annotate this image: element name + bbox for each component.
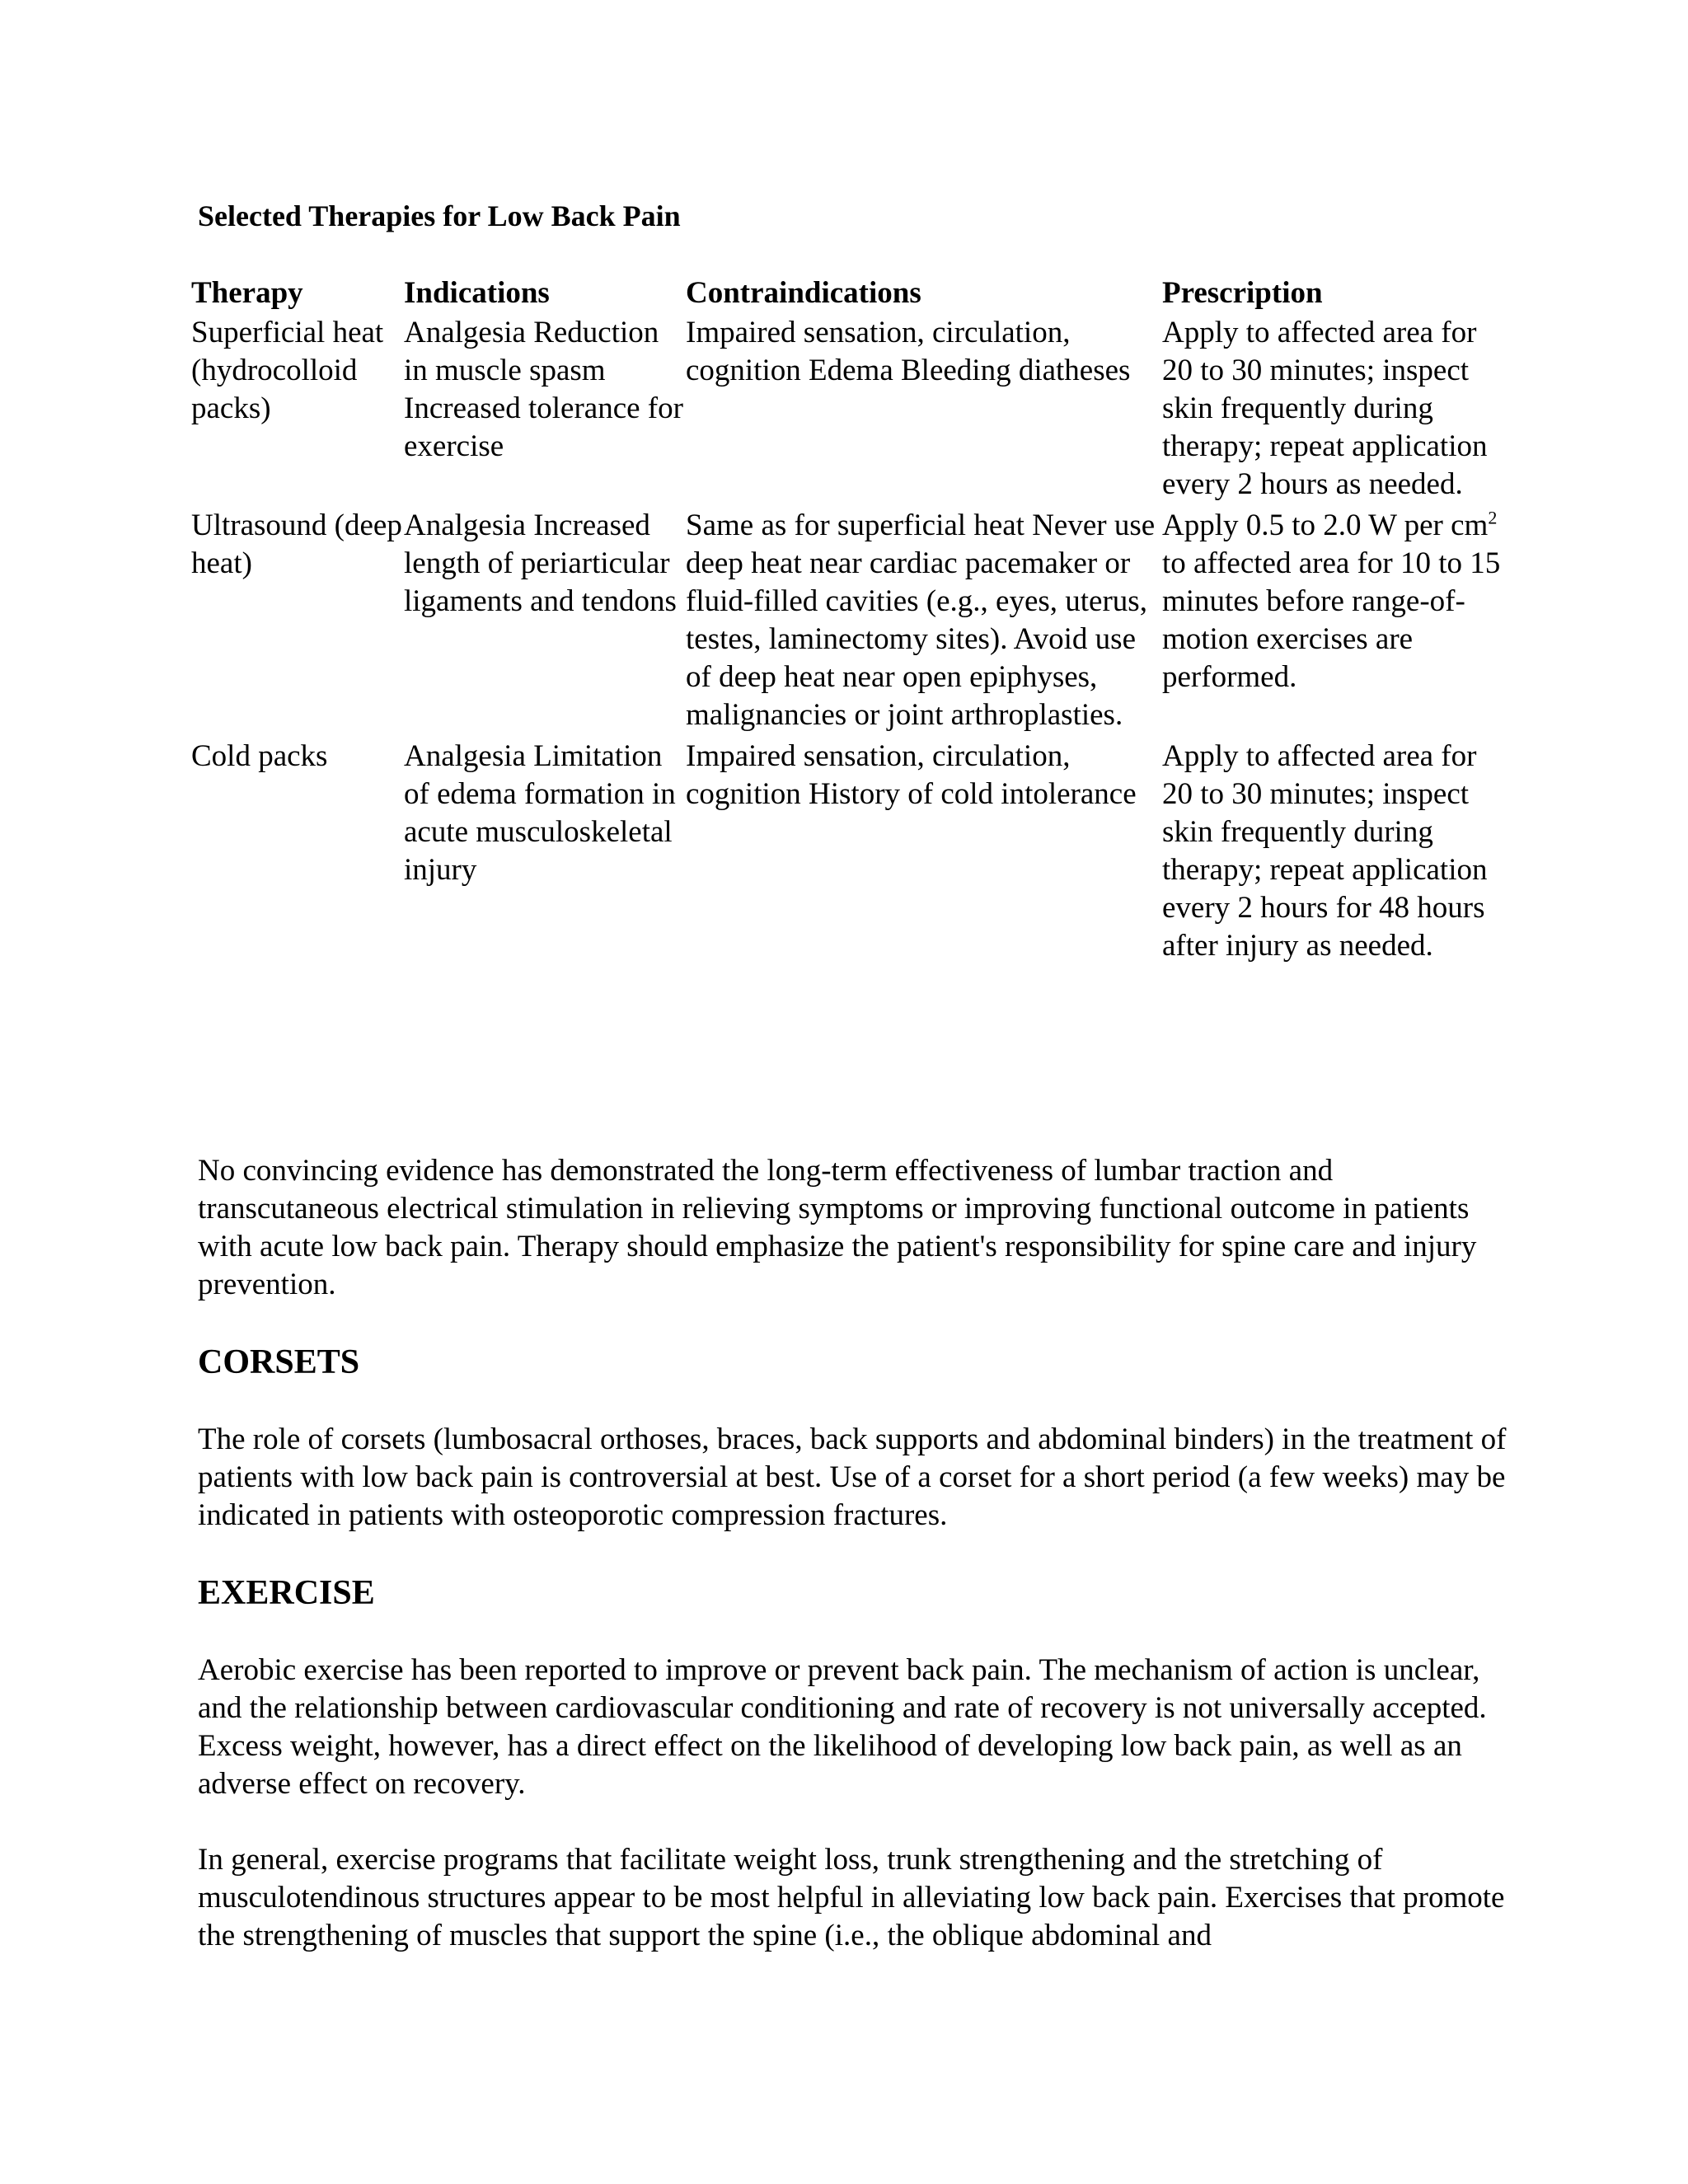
prescription-text-end: to affected area for 10 to 15 minutes before range-of-motion exercises are performed. <box>1162 546 1501 694</box>
exercise-paragraph-1: Aerobic exercise has been reported to improve or prevent back pain. The mechanism of action is unclear, and the relationship between cardiovascular conditioning and rate of recovery is not universally accepted. Excess weight, however, has a direct effect on the likelihood of developing low back pain, as well as an adverse effect on recovery. <box>198 1653 1487 1801</box>
table-row <box>191 507 1502 738</box>
evidence-paragraph: No convincing evidence has demonstrated the long-term effectiveness of lumbar traction and transcutaneous electrical stimulation in relieving symptoms or improving functional outcome in patients with acute low back pain. Therapy should emphasize the patient's responsibility for spine care and injury prevention. <box>198 1154 1477 1301</box>
cell-contraindications: Impaired sensation, circulation, cognition History of cold intolerance <box>686 739 1137 811</box>
cell-prescription: Apply to affected area for 20 to 30 minutes; inspect skin frequently during therapy; repeat application every 2 hours as needed. <box>1162 316 1488 501</box>
therapies-table <box>191 274 1502 968</box>
header-therapy: Therapy <box>191 276 303 310</box>
cell-therapy: Superficial heat (hydrocolloid packs) <box>191 316 384 425</box>
cell-contraindications: Same as for superficial heat Never use deep heat near cardiac pacemaker or fluid-filled cavities (e.g., eyes, uterus, testes, laminectomy sites). Avoid use of deep heat near open epiphyses, malignancies or joint arthroplasties. <box>686 509 1156 732</box>
cell-therapy: Ultrasound (deep heat) <box>191 509 402 580</box>
table-title: Selected Therapies for Low Back Pain <box>198 199 681 232</box>
cell-contraindications: Impaired sensation, circulation, cognition Edema Bleeding diatheses <box>686 316 1131 387</box>
cell-indications: Analgesia Increased length of periarticular ligaments and tendons <box>404 509 677 618</box>
superscript-exponent: 2 <box>1488 507 1498 528</box>
cell-prescription <box>1162 507 1502 738</box>
corsets-heading: CORSETS <box>198 1343 360 1381</box>
header-indications: Indications <box>404 276 550 310</box>
header-contraindications: Contraindications <box>686 276 921 310</box>
cell-therapy: Cold packs <box>191 739 328 773</box>
exercise-heading: EXERCISE <box>198 1574 375 1612</box>
exercise-paragraph-2: In general, exercise programs that facilitate weight loss, trunk strengthening and the stretching of musculotendinous structures appear to be most helpful in alleviating low back pain. Exercises that promote the strengthening of muscles that support the spine (i.e., the oblique abdominal and <box>198 1843 1505 1952</box>
table-row <box>191 314 1502 507</box>
cell-prescription: Apply to affected area for 20 to 30 minutes; inspect skin frequently during therapy; repeat application every 2 hours for 48 hours after injury as needed. <box>1162 739 1488 963</box>
table-header-row <box>191 274 1502 314</box>
cell-indications: Analgesia Limitation of edema formation in acute musculoskeletal injury <box>404 739 676 887</box>
prescription-text-start: Apply 0.5 to 2.0 W per cm <box>1162 509 1489 542</box>
corsets-paragraph: The role of corsets (lumbosacral orthoses, braces, back supports and abdominal binders) in the treatment of patients with low back pain is controversial at best. Use of a corset for a short period (a few weeks) may be indicated in patients with osteoporotic compression fractures. <box>198 1422 1507 1532</box>
header-prescription: Prescription <box>1162 276 1323 310</box>
table-row <box>191 738 1502 968</box>
cell-indications: Analgesia Reduction in muscle spasm Increased tolerance for exercise <box>404 316 683 463</box>
